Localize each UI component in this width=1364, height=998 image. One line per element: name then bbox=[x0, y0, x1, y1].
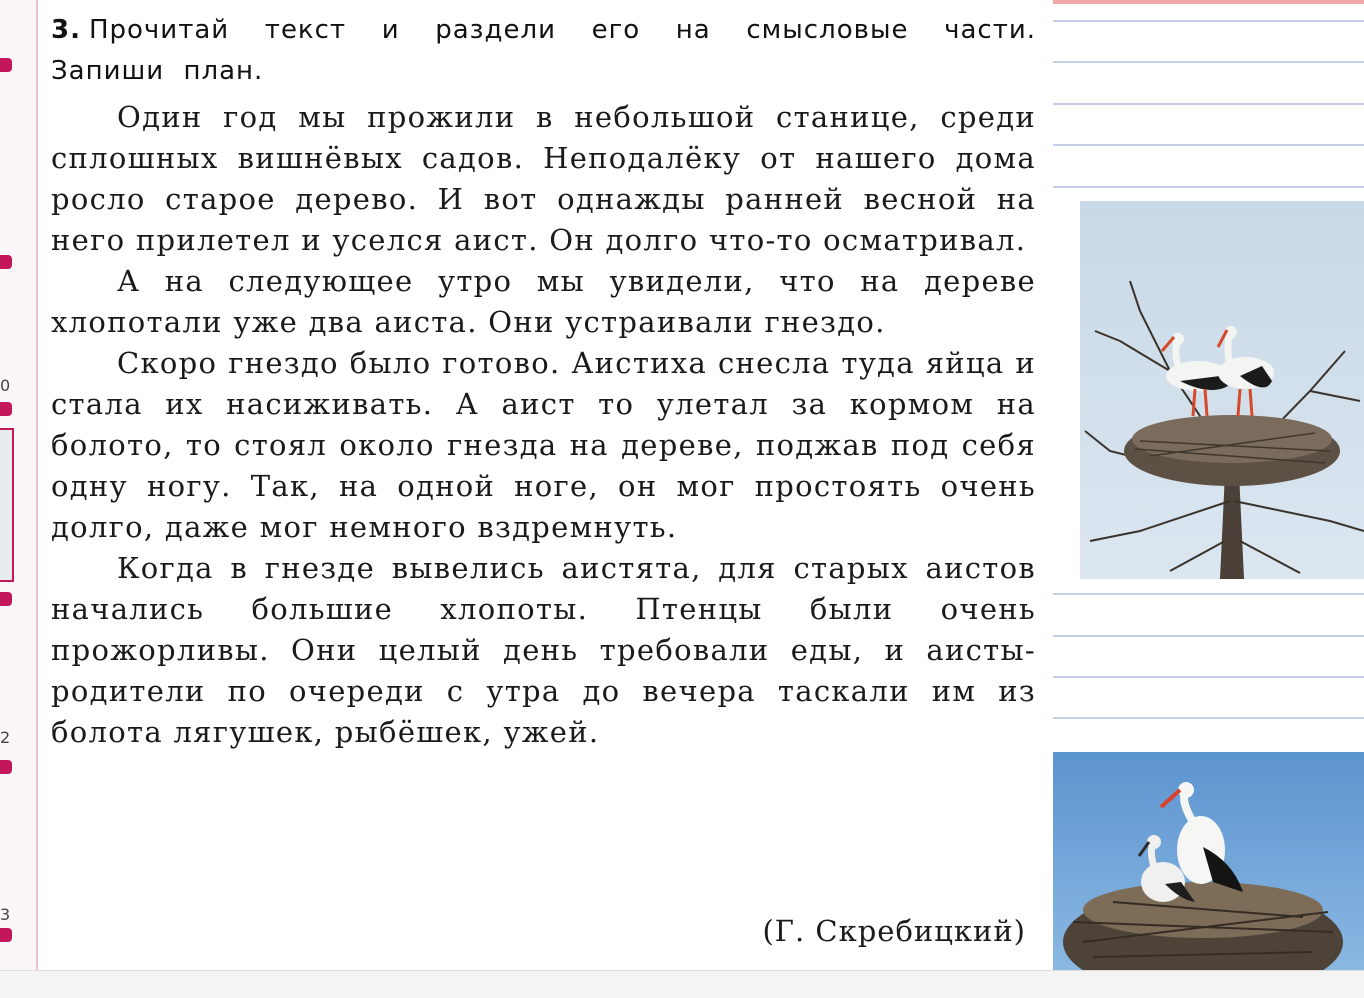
story-author: (Г. Скребицкий) bbox=[762, 914, 1026, 948]
storks-tree-illustration bbox=[1080, 201, 1364, 579]
strip-page-digit: 2 bbox=[0, 728, 11, 747]
rule-line bbox=[1053, 717, 1364, 719]
bookmark-marker bbox=[0, 928, 12, 942]
bookmark-marker bbox=[0, 255, 12, 269]
rule-line bbox=[1053, 593, 1364, 595]
storks-on-tree-photo bbox=[1080, 201, 1364, 579]
task-text: Прочитай текст и раздели его на смысловые части. Запиши план. bbox=[51, 15, 1036, 86]
storks-nest-illustration bbox=[1053, 752, 1364, 970]
margin-line bbox=[1053, 0, 1364, 4]
stork-figure bbox=[1218, 326, 1274, 416]
task-number: 3. bbox=[51, 15, 81, 45]
adjacent-thumbnail bbox=[0, 428, 14, 582]
bookmark-marker bbox=[0, 592, 12, 606]
story-text bbox=[51, 97, 1036, 753]
adjacent-page-strip bbox=[0, 0, 38, 970]
rule-line bbox=[1053, 20, 1364, 22]
story-paragraph-2: А на следующее утро мы увидели, что на дереве хлопотали уже два аиста. Они устраивали гнездо. bbox=[51, 264, 1036, 339]
story-paragraph-1: Один год мы прожили в небольшой станице, среди сплошных вишнёвых садов. Неподалёку от нашего дома росло старое дерево. И вот однажды ранней весной на него прилетел и уселся аист. Он долго что-то осматривал. bbox=[51, 100, 1036, 257]
next-page-edge bbox=[0, 970, 1364, 998]
bookmark-marker bbox=[0, 760, 12, 774]
textbook-page bbox=[38, 0, 1053, 970]
rule-line bbox=[1053, 103, 1364, 105]
storks-nest-photo bbox=[1053, 752, 1364, 970]
rule-line bbox=[1053, 676, 1364, 678]
strip-page-digit: 0 bbox=[0, 376, 11, 395]
task-instruction bbox=[51, 10, 1036, 92]
rule-line bbox=[1053, 635, 1364, 637]
bookmark-marker bbox=[0, 402, 12, 416]
strip-page-digit: 3 bbox=[0, 905, 11, 924]
rule-line bbox=[1053, 186, 1364, 188]
rule-line bbox=[1053, 144, 1364, 146]
rule-line bbox=[1053, 61, 1364, 63]
bookmark-marker bbox=[0, 58, 12, 72]
story-paragraph-4: Когда в гнезде вывелись аистята, для старых аистов начались большие хлопоты. Птенцы были очень прожорливы. Они целый день требовали еды, и аисты-родители по очереди с утра до вечера таскали им из болота лягушек, рыбёшек, ужей. bbox=[51, 551, 1036, 749]
story-paragraph-3: Скоро гнездо было готово. Аистиха снесла туда яйца и стала их насиживать. А аист то улетал за кормом на болото, то стоял около гнезда на дереве, поджав под себя одну ногу. Так, на одной ноге, он мог простоять очень долго, даже мог немного вздремнуть. bbox=[51, 346, 1036, 544]
